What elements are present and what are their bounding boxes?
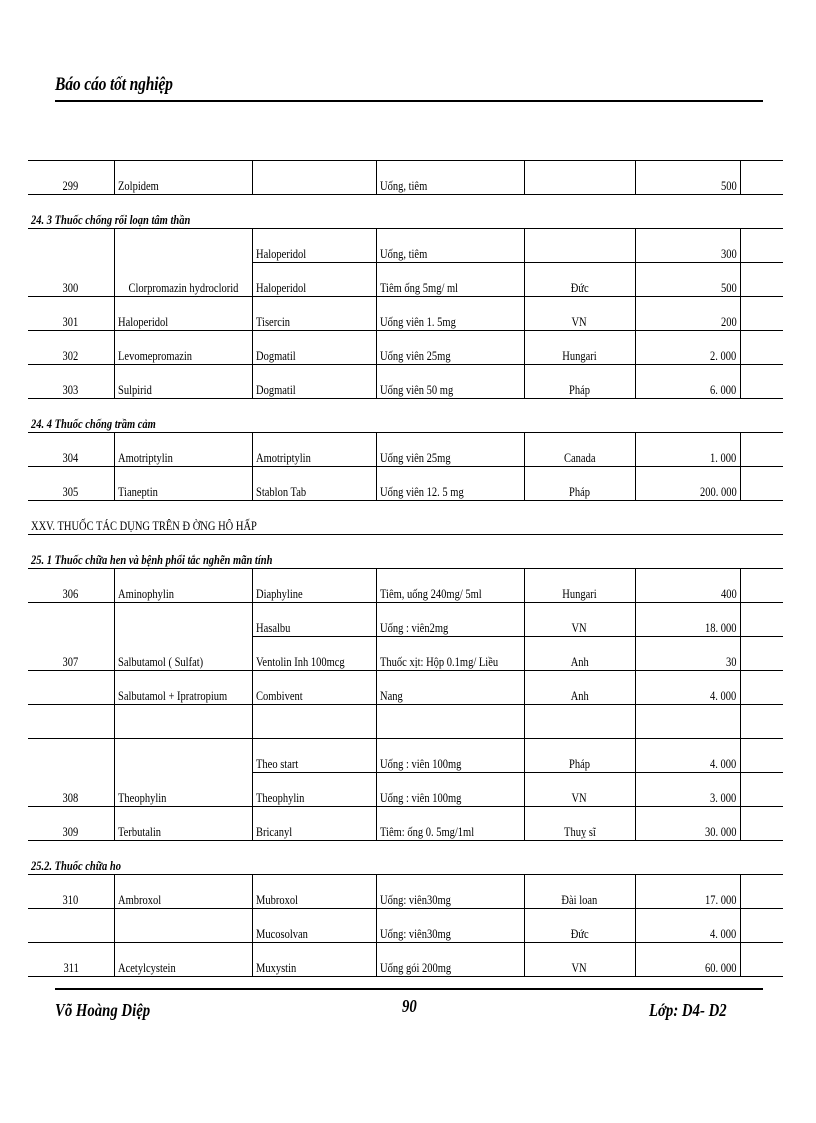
active-ingredient-cell bbox=[114, 943, 252, 977]
row-number-cell bbox=[28, 807, 114, 841]
active-ingredient-text: Levomepromazin bbox=[117, 349, 192, 363]
table-row bbox=[28, 671, 783, 705]
brand-name-cell bbox=[252, 433, 376, 467]
table-row bbox=[28, 161, 783, 195]
table-row bbox=[28, 331, 783, 365]
dosage-form-text: Tiêm: ống 0. 5mg/1ml bbox=[379, 825, 474, 839]
active-ingredient-text: Acetylcystein bbox=[117, 961, 176, 975]
quantity-text: 3. 000 bbox=[710, 791, 737, 805]
origin-text: Hungari bbox=[562, 587, 597, 601]
table-row bbox=[28, 467, 783, 501]
header-rule bbox=[55, 100, 763, 102]
brand-name-cell bbox=[252, 739, 376, 773]
dosage-form-cell bbox=[376, 807, 524, 841]
blank-cell bbox=[740, 229, 783, 263]
row-number-cell bbox=[28, 705, 114, 739]
origin-cell bbox=[524, 569, 635, 603]
dosage-form-text: Uống, tiêm bbox=[379, 247, 427, 261]
section-heading: 25. 1 Thuốc chữa hen và bệnh phổi tắc nghẽn mãn tính bbox=[31, 553, 273, 567]
origin-text: Pháp bbox=[569, 485, 590, 499]
origin-cell bbox=[524, 671, 635, 705]
brand-name-text: Combivent bbox=[255, 689, 303, 703]
row-number-cell bbox=[28, 603, 114, 637]
active-ingredient-text: Ambroxol bbox=[117, 893, 161, 907]
footer-rule bbox=[55, 988, 763, 990]
table-row bbox=[28, 807, 783, 841]
active-ingredient-text: Salbutamol ( Sulfat) bbox=[117, 655, 203, 669]
row-number-text: 300 bbox=[62, 281, 79, 295]
dosage-form-cell bbox=[376, 705, 524, 739]
quantity-text: 300 bbox=[720, 247, 737, 261]
quantity-text: 200. 000 bbox=[699, 485, 737, 499]
active-ingredient-cell bbox=[114, 365, 252, 399]
origin-cell bbox=[524, 637, 635, 671]
section-heading-row bbox=[28, 535, 783, 569]
brand-name-cell bbox=[252, 297, 376, 331]
section-heading: 24. 4 Thuốc chống trầm cảm bbox=[31, 417, 156, 431]
active-ingredient-text: Zolpidem bbox=[117, 179, 159, 193]
quantity-text: 400 bbox=[720, 587, 737, 601]
dosage-form-cell bbox=[376, 637, 524, 671]
quantity-cell bbox=[635, 637, 740, 671]
table-row bbox=[28, 433, 783, 467]
dosage-form-cell bbox=[376, 875, 524, 909]
quantity-cell bbox=[635, 161, 740, 195]
quantity-cell bbox=[635, 433, 740, 467]
active-ingredient-cell bbox=[114, 637, 252, 671]
active-ingredient-cell bbox=[114, 773, 252, 807]
table-row bbox=[28, 365, 783, 399]
active-ingredient-cell bbox=[114, 739, 252, 773]
quantity-text: 4. 000 bbox=[710, 689, 737, 703]
quantity-text: 1. 000 bbox=[710, 451, 737, 465]
section-heading: 24. 3 Thuốc chống rối loạn tâm thần bbox=[31, 213, 191, 227]
active-ingredient-cell bbox=[114, 875, 252, 909]
origin-cell bbox=[524, 943, 635, 977]
table-row bbox=[28, 909, 783, 943]
blank-cell bbox=[740, 569, 783, 603]
brand-name-text: Haloperidol bbox=[255, 247, 306, 261]
brand-name-text: Stablon Tab bbox=[255, 485, 306, 499]
active-ingredient-text: Theophylin bbox=[117, 791, 166, 805]
table-row bbox=[28, 943, 783, 977]
row-number-cell bbox=[28, 909, 114, 943]
blank-cell bbox=[740, 365, 783, 399]
blank-cell bbox=[740, 705, 783, 739]
quantity-cell bbox=[635, 603, 740, 637]
row-number-text: 307 bbox=[62, 655, 79, 669]
row-number-text: 309 bbox=[62, 825, 79, 839]
quantity-cell bbox=[635, 467, 740, 501]
dosage-form-cell bbox=[376, 773, 524, 807]
quantity-cell bbox=[635, 739, 740, 773]
dosage-form-cell bbox=[376, 603, 524, 637]
active-ingredient-cell bbox=[114, 331, 252, 365]
dosage-form-cell bbox=[376, 229, 524, 263]
brand-name-cell bbox=[252, 807, 376, 841]
table-row bbox=[28, 705, 783, 739]
dosage-form-text: Uống gói 200mg bbox=[379, 961, 451, 975]
footer-page-number: 90 bbox=[402, 996, 417, 1016]
blank-cell bbox=[740, 297, 783, 331]
dosage-form-text: Uống viên 50 mg bbox=[379, 383, 453, 397]
active-ingredient-text: Sulpirid bbox=[117, 383, 152, 397]
active-ingredient-cell bbox=[114, 569, 252, 603]
dosage-form-cell bbox=[376, 671, 524, 705]
header-title: Báo cáo tốt nghiệp bbox=[55, 74, 173, 95]
row-number-cell bbox=[28, 671, 114, 705]
dosage-form-text: Nang bbox=[379, 689, 403, 703]
brand-name-cell bbox=[252, 467, 376, 501]
quantity-cell bbox=[635, 705, 740, 739]
row-number-cell bbox=[28, 297, 114, 331]
row-number-cell bbox=[28, 875, 114, 909]
footer-author: Võ Hoàng Diệp bbox=[55, 1000, 151, 1020]
blank-cell bbox=[740, 603, 783, 637]
origin-cell bbox=[524, 909, 635, 943]
active-ingredient-text: Amotriptylin bbox=[117, 451, 173, 465]
brand-name-cell bbox=[252, 705, 376, 739]
footer-class: Lớp: D4- D2 bbox=[649, 1000, 727, 1020]
table-row bbox=[28, 739, 783, 773]
brand-name-text: Mucosolvan bbox=[255, 927, 308, 941]
brand-name-text: Mubroxol bbox=[255, 893, 298, 907]
quantity-cell bbox=[635, 807, 740, 841]
quantity-text: 30. 000 bbox=[705, 825, 737, 839]
row-number-cell bbox=[28, 433, 114, 467]
table-row bbox=[28, 569, 783, 603]
active-ingredient-text: Haloperidol bbox=[117, 315, 168, 329]
active-ingredient-cell bbox=[114, 807, 252, 841]
quantity-cell bbox=[635, 569, 740, 603]
origin-text: VN bbox=[571, 791, 588, 805]
origin-cell bbox=[524, 739, 635, 773]
row-number-text: 299 bbox=[62, 179, 79, 193]
blank-cell bbox=[740, 467, 783, 501]
origin-text: VN bbox=[571, 621, 588, 635]
origin-cell bbox=[524, 433, 635, 467]
blank-cell bbox=[740, 263, 783, 297]
origin-text: Đức bbox=[570, 281, 589, 295]
blank-cell bbox=[740, 773, 783, 807]
row-number-text: 301 bbox=[62, 315, 79, 329]
brand-name-cell bbox=[252, 229, 376, 263]
brand-name-cell bbox=[252, 161, 376, 195]
quantity-cell bbox=[635, 671, 740, 705]
brand-name-cell bbox=[252, 943, 376, 977]
active-ingredient-cell bbox=[114, 263, 252, 297]
active-ingredient-cell bbox=[114, 161, 252, 195]
table-row bbox=[28, 637, 783, 671]
origin-cell bbox=[524, 705, 635, 739]
section-heading-row bbox=[28, 195, 783, 229]
dosage-form-cell bbox=[376, 365, 524, 399]
blank-cell bbox=[740, 637, 783, 671]
brand-name-cell bbox=[252, 263, 376, 297]
section-heading-row bbox=[28, 841, 783, 875]
active-ingredient-cell bbox=[114, 467, 252, 501]
origin-text: Pháp bbox=[569, 757, 590, 771]
origin-cell bbox=[524, 603, 635, 637]
brand-name-text: Hasalbu bbox=[255, 621, 290, 635]
active-ingredient-cell bbox=[114, 705, 252, 739]
origin-cell bbox=[524, 773, 635, 807]
dosage-form-text: Tiêm, uống 240mg/ 5ml bbox=[379, 587, 482, 601]
origin-text: VN bbox=[571, 315, 588, 329]
row-number-text: 310 bbox=[62, 893, 79, 907]
blank-cell bbox=[740, 875, 783, 909]
brand-name-text: Theophylin bbox=[255, 791, 304, 805]
brand-name-text: Bricanyl bbox=[255, 825, 292, 839]
chapter-heading: XXV. THUỐC TÁC DỤNG TRÊN Đ ỜNG HÔ HẤP bbox=[31, 519, 257, 533]
brand-name-text: Haloperidol bbox=[255, 281, 306, 295]
brand-name-cell bbox=[252, 637, 376, 671]
active-ingredient-text: Terbutalin bbox=[117, 825, 161, 839]
origin-text: Hungari bbox=[562, 349, 597, 363]
active-ingredient-cell bbox=[114, 909, 252, 943]
quantity-cell bbox=[635, 875, 740, 909]
quantity-cell bbox=[635, 331, 740, 365]
dosage-form-text: Uống : viên 100mg bbox=[379, 757, 461, 771]
dosage-form-cell bbox=[376, 263, 524, 297]
dosage-form-cell bbox=[376, 161, 524, 195]
active-ingredient-cell bbox=[114, 297, 252, 331]
active-ingredient-text: Tianeptin bbox=[117, 485, 158, 499]
active-ingredient-text: Aminophylin bbox=[117, 587, 174, 601]
blank-cell bbox=[740, 943, 783, 977]
row-number-text: 311 bbox=[63, 961, 79, 975]
table-row bbox=[28, 773, 783, 807]
quantity-text: 4. 000 bbox=[710, 927, 737, 941]
brand-name-text: Dogmatil bbox=[255, 349, 296, 363]
brand-name-text: Diaphyline bbox=[255, 587, 303, 601]
quantity-cell bbox=[635, 943, 740, 977]
dosage-form-cell bbox=[376, 467, 524, 501]
active-ingredient-cell bbox=[114, 671, 252, 705]
dosage-form-text: Uống : viên 100mg bbox=[379, 791, 461, 805]
chapter-heading-row bbox=[28, 501, 783, 535]
brand-name-cell bbox=[252, 365, 376, 399]
origin-text: Anh bbox=[570, 655, 589, 669]
quantity-text: 17. 000 bbox=[705, 893, 737, 907]
dosage-form-text: Uống viên 25mg bbox=[379, 349, 451, 363]
section-heading-row bbox=[28, 399, 783, 433]
origin-cell bbox=[524, 229, 635, 263]
dosage-form-text: Uống viên 1. 5mg bbox=[379, 315, 456, 329]
brand-name-text: Theo start bbox=[255, 757, 298, 771]
active-ingredient-text: Clorpromazin hydroclorid bbox=[128, 281, 238, 295]
dosage-form-text: Uống, tiêm bbox=[379, 179, 427, 193]
row-number-cell bbox=[28, 331, 114, 365]
row-number-cell bbox=[28, 229, 114, 263]
dosage-form-cell bbox=[376, 331, 524, 365]
brand-name-text: Muxystin bbox=[255, 961, 296, 975]
blank-cell bbox=[740, 739, 783, 773]
brand-name-cell bbox=[252, 569, 376, 603]
table-row bbox=[28, 297, 783, 331]
quantity-cell bbox=[635, 365, 740, 399]
quantity-text: 200 bbox=[720, 315, 737, 329]
row-number-text: 304 bbox=[62, 451, 79, 465]
active-ingredient-cell bbox=[114, 433, 252, 467]
row-number-text: 305 bbox=[62, 485, 79, 499]
dosage-form-cell bbox=[376, 909, 524, 943]
section-heading: 25.2. Thuốc chữa ho bbox=[31, 859, 122, 873]
quantity-cell bbox=[635, 229, 740, 263]
origin-text: Pháp bbox=[569, 383, 590, 397]
table-row bbox=[28, 229, 783, 263]
table-row bbox=[28, 263, 783, 297]
brand-name-cell bbox=[252, 909, 376, 943]
quantity-cell bbox=[635, 773, 740, 807]
blank-cell bbox=[740, 433, 783, 467]
row-number-cell bbox=[28, 773, 114, 807]
brand-name-cell bbox=[252, 773, 376, 807]
dosage-form-text: Thuốc xịt: Hộp 0.1mg/ Liều bbox=[379, 655, 498, 669]
blank-cell bbox=[740, 909, 783, 943]
blank-cell bbox=[740, 331, 783, 365]
row-number-text: 308 bbox=[62, 791, 79, 805]
origin-cell bbox=[524, 467, 635, 501]
brand-name-cell bbox=[252, 331, 376, 365]
origin-cell bbox=[524, 263, 635, 297]
origin-text: Anh bbox=[570, 689, 589, 703]
dosage-form-cell bbox=[376, 569, 524, 603]
quantity-text: 30 bbox=[726, 655, 737, 669]
origin-cell bbox=[524, 161, 635, 195]
table-row bbox=[28, 603, 783, 637]
origin-text: Canada bbox=[563, 451, 596, 465]
row-number-cell bbox=[28, 739, 114, 773]
origin-text: VN bbox=[571, 961, 588, 975]
quantity-text: 4. 000 bbox=[710, 757, 737, 771]
dosage-form-cell bbox=[376, 943, 524, 977]
row-number-cell bbox=[28, 365, 114, 399]
row-number-cell bbox=[28, 637, 114, 671]
dosage-form-cell bbox=[376, 433, 524, 467]
brand-name-cell bbox=[252, 671, 376, 705]
quantity-text: 60. 000 bbox=[705, 961, 737, 975]
dosage-form-text: Uống : viên2mg bbox=[379, 621, 448, 635]
origin-cell bbox=[524, 807, 635, 841]
drug-table bbox=[28, 160, 783, 977]
row-number-cell bbox=[28, 161, 114, 195]
quantity-text: 2. 000 bbox=[710, 349, 737, 363]
brand-name-text: Ventolin Inh 100mcg bbox=[255, 655, 345, 669]
blank-cell bbox=[740, 807, 783, 841]
brand-name-text: Amotriptylin bbox=[255, 451, 311, 465]
active-ingredient-cell bbox=[114, 603, 252, 637]
dosage-form-text: Uống viên 25mg bbox=[379, 451, 451, 465]
brand-name-text: Tisercin bbox=[255, 315, 290, 329]
quantity-cell bbox=[635, 297, 740, 331]
row-number-cell bbox=[28, 943, 114, 977]
row-number-text: 303 bbox=[62, 383, 79, 397]
origin-text: Thuỵ sĩ bbox=[563, 825, 596, 839]
active-ingredient-cell bbox=[114, 229, 252, 263]
quantity-text: 500 bbox=[720, 179, 737, 193]
origin-cell bbox=[524, 365, 635, 399]
origin-text: Đức bbox=[570, 927, 589, 941]
row-number-text: 302 bbox=[62, 349, 79, 363]
dosage-form-cell bbox=[376, 297, 524, 331]
row-number-text: 306 bbox=[62, 587, 79, 601]
quantity-text: 6. 000 bbox=[710, 383, 737, 397]
brand-name-cell bbox=[252, 603, 376, 637]
row-number-cell bbox=[28, 569, 114, 603]
dosage-form-text: Uống: viên30mg bbox=[379, 927, 451, 941]
origin-cell bbox=[524, 875, 635, 909]
quantity-text: 500 bbox=[720, 281, 737, 295]
dosage-form-text: Tiêm ống 5mg/ ml bbox=[379, 281, 458, 295]
brand-name-text: Dogmatil bbox=[255, 383, 296, 397]
row-number-cell bbox=[28, 467, 114, 501]
quantity-cell bbox=[635, 909, 740, 943]
origin-cell bbox=[524, 297, 635, 331]
quantity-cell bbox=[635, 263, 740, 297]
dosage-form-text: Uống: viên30mg bbox=[379, 893, 451, 907]
origin-text: Đài loan bbox=[561, 893, 598, 907]
dosage-form-text: Uống viên 12. 5 mg bbox=[379, 485, 464, 499]
table-row bbox=[28, 875, 783, 909]
quantity-text: 18. 000 bbox=[705, 621, 737, 635]
blank-cell bbox=[740, 671, 783, 705]
blank-cell bbox=[740, 161, 783, 195]
brand-name-cell bbox=[252, 875, 376, 909]
row-number-cell bbox=[28, 263, 114, 297]
active-ingredient-text: Salbutamol + Ipratropium bbox=[117, 689, 227, 703]
origin-cell bbox=[524, 331, 635, 365]
dosage-form-cell bbox=[376, 739, 524, 773]
